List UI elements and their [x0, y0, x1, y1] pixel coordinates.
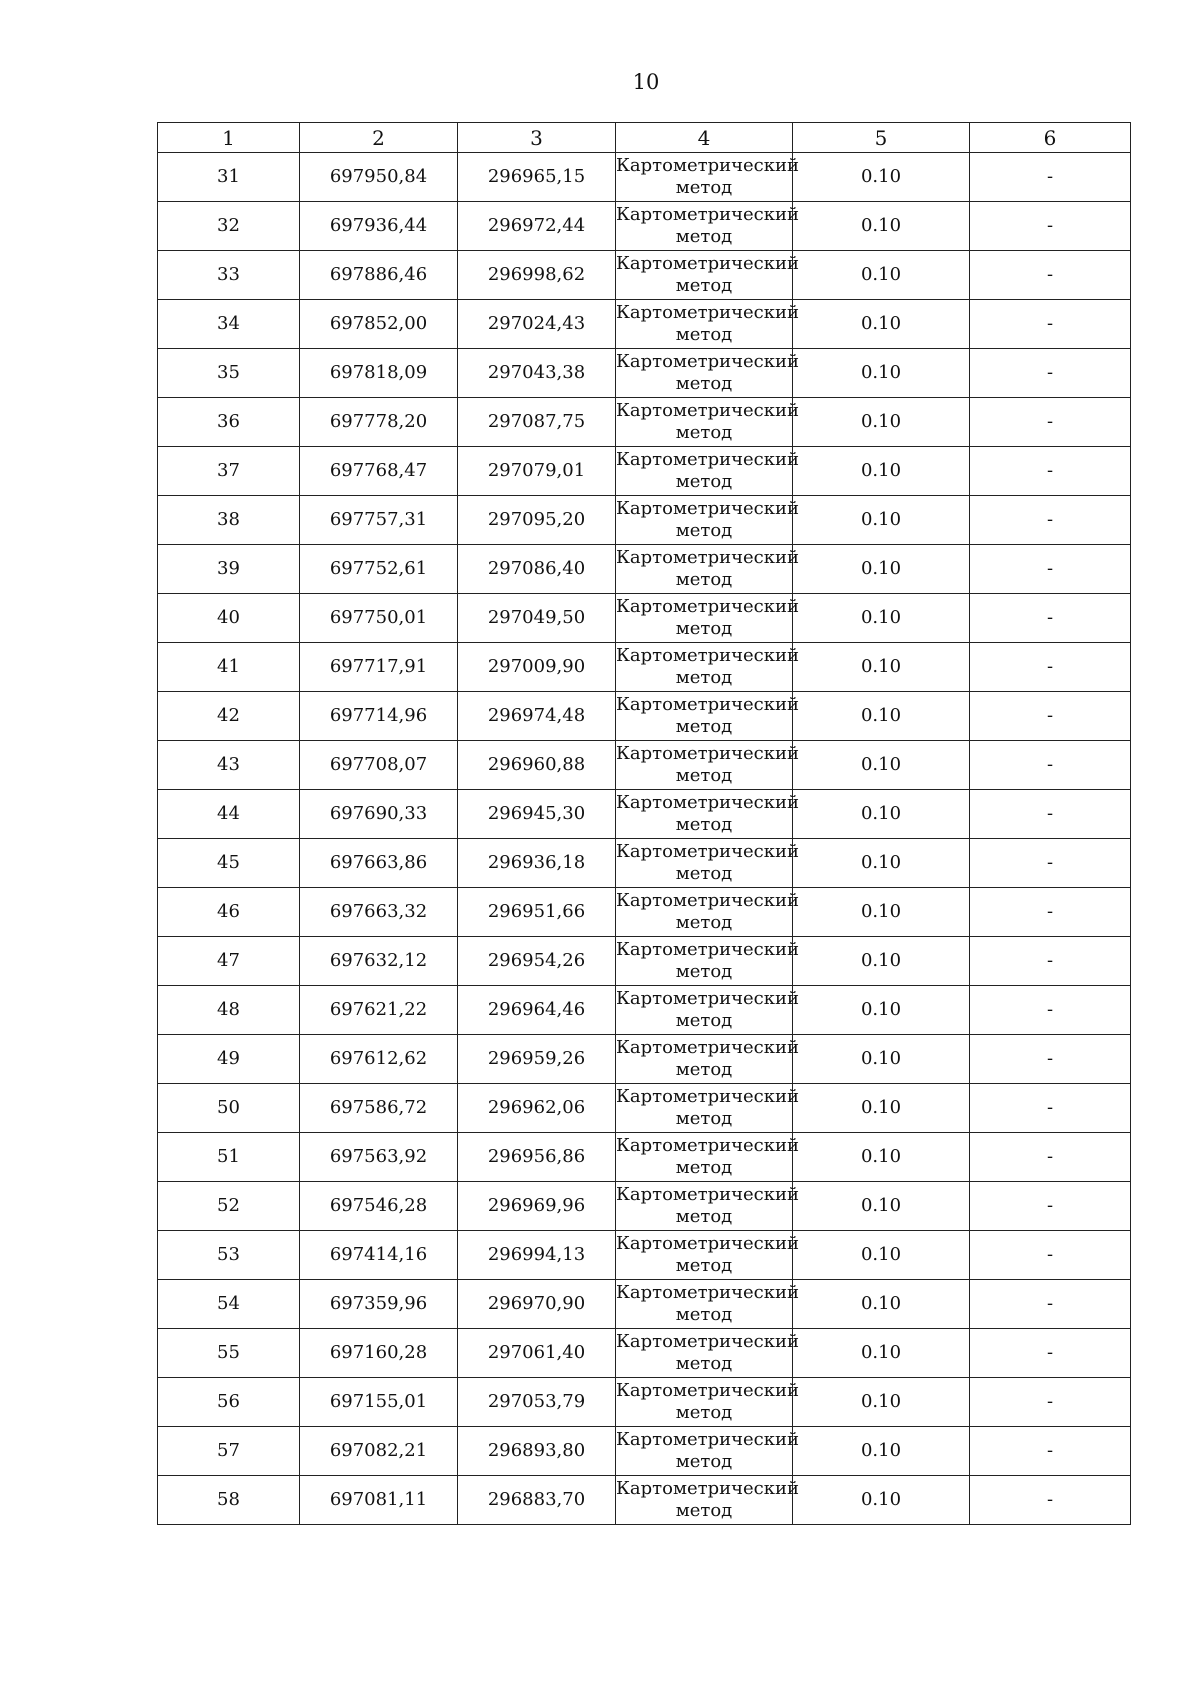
accuracy-cell: 0.10	[793, 1084, 970, 1133]
table-row	[158, 692, 1131, 741]
table-row	[158, 839, 1131, 888]
x-coordinate-cell: 697586,72	[300, 1084, 458, 1133]
method-line-2: метод	[675, 226, 733, 247]
x-coordinate-cell: 697632,12	[300, 937, 458, 986]
point-number-cell: 56	[158, 1378, 300, 1427]
y-coordinate-cell: 297061,40	[458, 1329, 616, 1378]
method-cell	[616, 986, 799, 1035]
method-line-1: Картометрический	[616, 1380, 799, 1401]
note-cell: -	[970, 1427, 1131, 1476]
accuracy-cell: 0.10	[793, 888, 970, 937]
note-cell: -	[970, 1476, 1131, 1525]
method-cell	[616, 1084, 799, 1133]
note-cell: -	[970, 1084, 1131, 1133]
y-coordinate-cell: 296945,30	[458, 790, 616, 839]
accuracy-cell: 0.10	[793, 1378, 970, 1427]
table-row	[158, 643, 1131, 692]
y-coordinate-cell: 296970,90	[458, 1280, 616, 1329]
table-row	[158, 594, 1131, 643]
method-line-1: Картометрический	[616, 302, 799, 323]
point-number-cell: 52	[158, 1182, 300, 1231]
accuracy-cell: 0.10	[793, 1476, 970, 1525]
point-number-cell: 38	[158, 496, 300, 545]
x-coordinate-cell: 697768,47	[300, 447, 458, 496]
method-line-1: Картометрический	[616, 1086, 799, 1107]
table-row	[158, 1231, 1131, 1280]
method-line-1: Картометрический	[616, 400, 799, 421]
note-cell: -	[970, 300, 1131, 349]
method-line-1: Картометрический	[616, 1233, 799, 1254]
y-coordinate-cell: 296956,86	[458, 1133, 616, 1182]
x-coordinate-cell: 697155,01	[300, 1378, 458, 1427]
method-cell	[616, 594, 799, 643]
point-number-cell: 43	[158, 741, 300, 790]
note-cell: -	[970, 398, 1131, 447]
method-line-2: метод	[675, 765, 733, 786]
x-coordinate-cell: 697414,16	[300, 1231, 458, 1280]
table-row	[158, 1427, 1131, 1476]
note-cell: -	[970, 1231, 1131, 1280]
method-cell	[616, 1280, 799, 1329]
column-header: 3	[458, 123, 616, 153]
y-coordinate-cell: 297087,75	[458, 398, 616, 447]
method-line-1: Картометрический	[616, 792, 799, 813]
point-number-cell: 36	[158, 398, 300, 447]
method-cell	[616, 937, 799, 986]
method-line-2: метод	[675, 961, 733, 982]
table-row	[158, 398, 1131, 447]
note-cell: -	[970, 447, 1131, 496]
note-cell: -	[970, 545, 1131, 594]
table-row	[158, 1280, 1131, 1329]
y-coordinate-cell: 296962,06	[458, 1084, 616, 1133]
point-number-cell: 44	[158, 790, 300, 839]
accuracy-cell: 0.10	[793, 594, 970, 643]
x-coordinate-cell: 697612,62	[300, 1035, 458, 1084]
accuracy-cell: 0.10	[793, 300, 970, 349]
table-row	[158, 349, 1131, 398]
note-cell: -	[970, 986, 1131, 1035]
table-row	[158, 1476, 1131, 1525]
note-cell: -	[970, 1378, 1131, 1427]
method-line-2: метод	[675, 1500, 733, 1521]
method-line-2: метод	[675, 1059, 733, 1080]
x-coordinate-cell: 697714,96	[300, 692, 458, 741]
table-row	[158, 202, 1131, 251]
note-cell: -	[970, 349, 1131, 398]
method-cell	[616, 1329, 799, 1378]
method-cell	[616, 251, 799, 300]
method-cell	[616, 1476, 799, 1525]
y-coordinate-cell: 296965,15	[458, 153, 616, 202]
note-cell: -	[970, 251, 1131, 300]
method-line-2: метод	[675, 324, 733, 345]
method-line-1: Картометрический	[616, 841, 799, 862]
method-line-2: метод	[675, 912, 733, 933]
note-cell: -	[970, 790, 1131, 839]
accuracy-cell: 0.10	[793, 398, 970, 447]
method-line-1: Картометрический	[616, 890, 799, 911]
point-number-cell: 31	[158, 153, 300, 202]
x-coordinate-cell: 697950,84	[300, 153, 458, 202]
method-cell	[616, 1182, 799, 1231]
method-cell	[616, 1231, 799, 1280]
column-header: 1	[158, 123, 300, 153]
y-coordinate-cell: 296974,48	[458, 692, 616, 741]
method-cell	[616, 496, 799, 545]
x-coordinate-cell: 697081,11	[300, 1476, 458, 1525]
method-cell	[616, 545, 799, 594]
note-cell: -	[970, 888, 1131, 937]
method-line-1: Картометрический	[616, 1037, 799, 1058]
note-cell: -	[970, 1280, 1131, 1329]
accuracy-cell: 0.10	[793, 545, 970, 594]
x-coordinate-cell: 697778,20	[300, 398, 458, 447]
method-line-2: метод	[675, 1157, 733, 1178]
x-coordinate-cell: 697563,92	[300, 1133, 458, 1182]
method-cell	[616, 692, 799, 741]
y-coordinate-cell: 297009,90	[458, 643, 616, 692]
table-row	[158, 1182, 1131, 1231]
accuracy-cell: 0.10	[793, 643, 970, 692]
note-cell: -	[970, 594, 1131, 643]
table-header-row	[158, 123, 1131, 153]
accuracy-cell: 0.10	[793, 496, 970, 545]
table-body	[158, 123, 1131, 1525]
method-cell	[616, 1378, 799, 1427]
accuracy-cell: 0.10	[793, 1329, 970, 1378]
method-line-2: метод	[675, 471, 733, 492]
method-line-1: Картометрический	[616, 449, 799, 470]
point-number-cell: 51	[158, 1133, 300, 1182]
x-coordinate-cell: 697936,44	[300, 202, 458, 251]
x-coordinate-cell: 697663,86	[300, 839, 458, 888]
accuracy-cell: 0.10	[793, 153, 970, 202]
y-coordinate-cell: 296959,26	[458, 1035, 616, 1084]
table-row	[158, 1133, 1131, 1182]
accuracy-cell: 0.10	[793, 986, 970, 1035]
x-coordinate-cell: 697852,00	[300, 300, 458, 349]
method-cell	[616, 741, 799, 790]
x-coordinate-cell: 697708,07	[300, 741, 458, 790]
column-header: 5	[793, 123, 970, 153]
table-row	[158, 1329, 1131, 1378]
note-cell: -	[970, 1133, 1131, 1182]
point-number-cell: 32	[158, 202, 300, 251]
y-coordinate-cell: 296964,46	[458, 986, 616, 1035]
table-row	[158, 496, 1131, 545]
method-line-2: метод	[675, 667, 733, 688]
table-row	[158, 447, 1131, 496]
accuracy-cell: 0.10	[793, 447, 970, 496]
page-number: 10	[632, 70, 660, 94]
point-number-cell: 48	[158, 986, 300, 1035]
accuracy-cell: 0.10	[793, 202, 970, 251]
accuracy-cell: 0.10	[793, 790, 970, 839]
accuracy-cell: 0.10	[793, 1133, 970, 1182]
method-line-1: Картометрический	[616, 743, 799, 764]
x-coordinate-cell: 697818,09	[300, 349, 458, 398]
method-line-1: Картометрический	[616, 645, 799, 666]
accuracy-cell: 0.10	[793, 839, 970, 888]
table-row	[158, 1378, 1131, 1427]
note-cell: -	[970, 1329, 1131, 1378]
accuracy-cell: 0.10	[793, 1182, 970, 1231]
point-number-cell: 35	[158, 349, 300, 398]
x-coordinate-cell: 697621,22	[300, 986, 458, 1035]
y-coordinate-cell: 297049,50	[458, 594, 616, 643]
method-line-2: метод	[675, 1206, 733, 1227]
x-coordinate-cell: 697160,28	[300, 1329, 458, 1378]
y-coordinate-cell: 296951,66	[458, 888, 616, 937]
column-header: 2	[300, 123, 458, 153]
point-number-cell: 53	[158, 1231, 300, 1280]
note-cell: -	[970, 643, 1131, 692]
y-coordinate-cell: 297095,20	[458, 496, 616, 545]
note-cell: -	[970, 153, 1131, 202]
method-line-1: Картометрический	[616, 498, 799, 519]
coordinates-table	[157, 122, 1131, 1525]
table-row	[158, 937, 1131, 986]
method-cell	[616, 300, 799, 349]
table-row	[158, 545, 1131, 594]
method-line-1: Картометрический	[616, 988, 799, 1009]
point-number-cell: 45	[158, 839, 300, 888]
method-line-1: Картометрический	[616, 596, 799, 617]
method-line-1: Картометрический	[616, 1429, 799, 1450]
accuracy-cell: 0.10	[793, 692, 970, 741]
method-line-2: метод	[675, 1304, 733, 1325]
point-number-cell: 33	[158, 251, 300, 300]
table-row	[158, 986, 1131, 1035]
accuracy-cell: 0.10	[793, 251, 970, 300]
point-number-cell: 47	[158, 937, 300, 986]
method-cell	[616, 643, 799, 692]
point-number-cell: 42	[158, 692, 300, 741]
x-coordinate-cell: 697663,32	[300, 888, 458, 937]
method-line-2: метод	[675, 373, 733, 394]
x-coordinate-cell: 697750,01	[300, 594, 458, 643]
method-line-1: Картометрический	[616, 1478, 799, 1499]
method-line-1: Картометрический	[616, 1135, 799, 1156]
point-number-cell: 34	[158, 300, 300, 349]
y-coordinate-cell: 297079,01	[458, 447, 616, 496]
method-line-2: метод	[675, 569, 733, 590]
point-number-cell: 58	[158, 1476, 300, 1525]
y-coordinate-cell: 297024,43	[458, 300, 616, 349]
method-line-1: Картометрический	[616, 155, 799, 176]
method-cell	[616, 1427, 799, 1476]
accuracy-cell: 0.10	[793, 937, 970, 986]
method-line-2: метод	[675, 275, 733, 296]
point-number-cell: 40	[158, 594, 300, 643]
table-row	[158, 153, 1131, 202]
method-cell	[616, 1133, 799, 1182]
note-cell: -	[970, 1035, 1131, 1084]
method-line-2: метод	[675, 520, 733, 541]
y-coordinate-cell: 296969,96	[458, 1182, 616, 1231]
note-cell: -	[970, 496, 1131, 545]
note-cell: -	[970, 202, 1131, 251]
method-line-1: Картометрический	[616, 939, 799, 960]
method-line-2: метод	[675, 1255, 733, 1276]
point-number-cell: 46	[158, 888, 300, 937]
method-cell	[616, 1035, 799, 1084]
method-cell	[616, 790, 799, 839]
y-coordinate-cell: 296893,80	[458, 1427, 616, 1476]
method-line-1: Картометрический	[616, 1331, 799, 1352]
x-coordinate-cell: 697886,46	[300, 251, 458, 300]
method-line-2: метод	[675, 422, 733, 443]
table-row	[158, 1084, 1131, 1133]
table-row	[158, 300, 1131, 349]
method-line-1: Картометрический	[616, 694, 799, 715]
method-line-1: Картометрический	[616, 253, 799, 274]
method-line-2: метод	[675, 814, 733, 835]
accuracy-cell: 0.10	[793, 1427, 970, 1476]
method-line-1: Картометрический	[616, 1184, 799, 1205]
x-coordinate-cell: 697752,61	[300, 545, 458, 594]
method-cell	[616, 349, 799, 398]
point-number-cell: 39	[158, 545, 300, 594]
accuracy-cell: 0.10	[793, 1035, 970, 1084]
x-coordinate-cell: 697717,91	[300, 643, 458, 692]
accuracy-cell: 0.10	[793, 1280, 970, 1329]
table-row	[158, 1035, 1131, 1084]
method-line-2: метод	[675, 1353, 733, 1374]
point-number-cell: 57	[158, 1427, 300, 1476]
y-coordinate-cell: 296994,13	[458, 1231, 616, 1280]
y-coordinate-cell: 296972,44	[458, 202, 616, 251]
note-cell: -	[970, 1182, 1131, 1231]
method-line-2: метод	[675, 1451, 733, 1472]
x-coordinate-cell: 697757,31	[300, 496, 458, 545]
x-coordinate-cell: 697082,21	[300, 1427, 458, 1476]
method-line-1: Картометрический	[616, 204, 799, 225]
note-cell: -	[970, 839, 1131, 888]
x-coordinate-cell: 697690,33	[300, 790, 458, 839]
point-number-cell: 37	[158, 447, 300, 496]
method-line-2: метод	[675, 863, 733, 884]
point-number-cell: 50	[158, 1084, 300, 1133]
y-coordinate-cell: 297086,40	[458, 545, 616, 594]
method-cell	[616, 153, 799, 202]
method-cell	[616, 839, 799, 888]
y-coordinate-cell: 297043,38	[458, 349, 616, 398]
accuracy-cell: 0.10	[793, 1231, 970, 1280]
point-number-cell: 55	[158, 1329, 300, 1378]
method-line-1: Картометрический	[616, 547, 799, 568]
method-line-2: метод	[675, 1402, 733, 1423]
table-row	[158, 888, 1131, 937]
y-coordinate-cell: 296998,62	[458, 251, 616, 300]
method-line-2: метод	[675, 177, 733, 198]
table-row	[158, 790, 1131, 839]
accuracy-cell: 0.10	[793, 349, 970, 398]
column-header: 4	[616, 123, 793, 153]
table-row	[158, 251, 1131, 300]
point-number-cell: 49	[158, 1035, 300, 1084]
method-cell	[616, 447, 799, 496]
note-cell: -	[970, 692, 1131, 741]
y-coordinate-cell: 296936,18	[458, 839, 616, 888]
y-coordinate-cell: 296954,26	[458, 937, 616, 986]
x-coordinate-cell: 697546,28	[300, 1182, 458, 1231]
table-row	[158, 741, 1131, 790]
point-number-cell: 41	[158, 643, 300, 692]
method-line-2: метод	[675, 1108, 733, 1129]
method-cell	[616, 202, 799, 251]
method-cell	[616, 888, 799, 937]
method-line-2: метод	[675, 1010, 733, 1031]
point-number-cell: 54	[158, 1280, 300, 1329]
method-line-1: Картометрический	[616, 1282, 799, 1303]
y-coordinate-cell: 296883,70	[458, 1476, 616, 1525]
method-line-2: метод	[675, 618, 733, 639]
x-coordinate-cell: 697359,96	[300, 1280, 458, 1329]
y-coordinate-cell: 296960,88	[458, 741, 616, 790]
method-line-1: Картометрический	[616, 351, 799, 372]
column-header: 6	[970, 123, 1131, 153]
method-line-2: метод	[675, 716, 733, 737]
accuracy-cell: 0.10	[793, 741, 970, 790]
method-cell	[616, 398, 799, 447]
y-coordinate-cell: 297053,79	[458, 1378, 616, 1427]
note-cell: -	[970, 937, 1131, 986]
note-cell: -	[970, 741, 1131, 790]
